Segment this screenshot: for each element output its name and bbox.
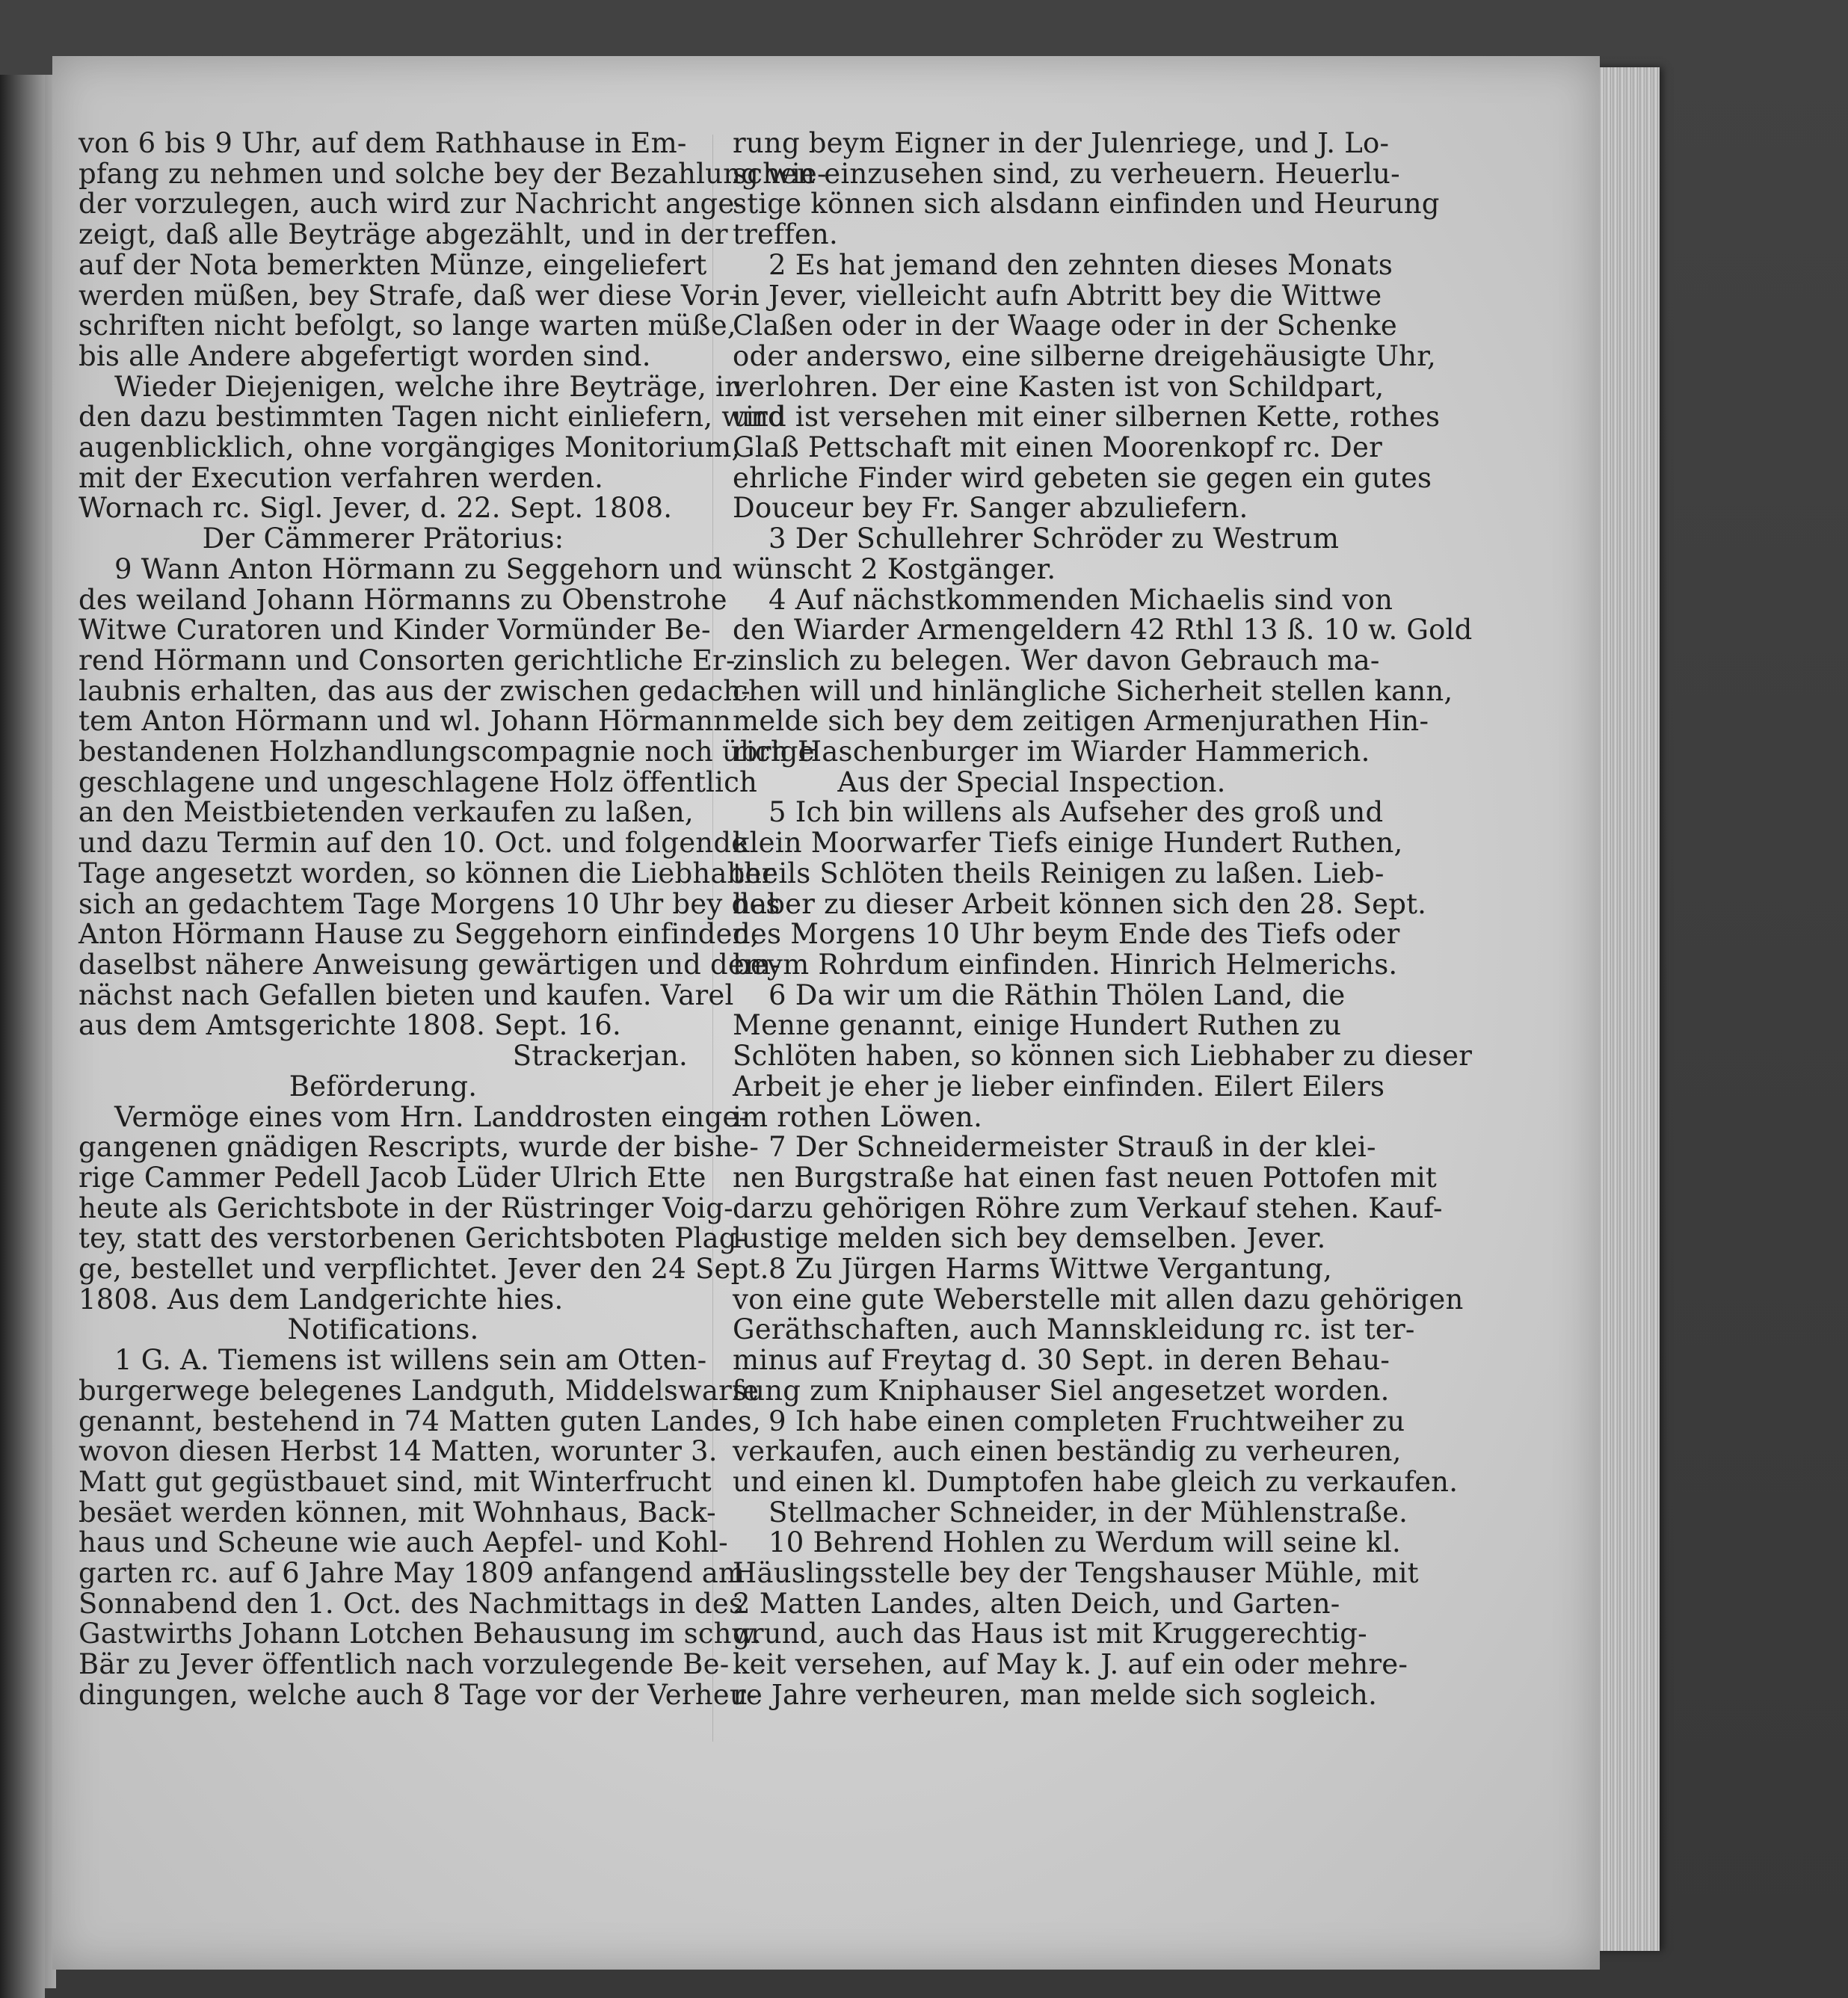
text-line: den Wiarder Armengeldern 42 Rthl 13 ß. 10 w. Gold <box>733 614 1473 647</box>
text-line: des Morgens 10 Uhr beym Ende des Tiefs oder <box>733 918 1400 951</box>
text-line: dingungen, welche auch 8 Tage vor der Verheu- <box>78 1678 757 1711</box>
text-line: werden müßen, bey Strafe, daß wer diese Vor- <box>78 279 739 312</box>
text-line: Witwe Curatoren und Kinder Vormünder Be- <box>78 614 711 647</box>
text-line: genannt, bestehend in 74 Matten guten Landes, <box>78 1405 761 1437</box>
text-line: geschlagene und ungeschlagene Holz öffentlich <box>78 765 758 798</box>
text-line: klein Moorwarfer Tiefs einige Hundert Ruthen, <box>733 827 1403 860</box>
text-line: 3 Der Schullehrer Schröder zu Westrum <box>769 522 1340 555</box>
text-line: Menne genannt, einige Hundert Ruthen zu <box>733 1009 1342 1042</box>
text-line: Der Cämmerer Prätorius: <box>202 522 564 555</box>
text-line: 10 Behrend Hohlen zu Werdum will seine kl. <box>769 1526 1401 1559</box>
text-line: 8 Zu Jürgen Harms Wittwe Vergantung, <box>769 1253 1332 1286</box>
text-line: tey, statt des verstorbenen Gerichtsboten Plag- <box>78 1222 747 1255</box>
text-line: rend Hörmann und Consorten gerichtliche Er- <box>78 644 736 676</box>
text-line: Anton Hörmann Hause zu Seggehorn einfinden, <box>78 918 760 951</box>
text-line: stige können sich alsdann einfinden und Heurung <box>733 188 1440 221</box>
text-line: und einen kl. Dumptofen habe gleich zu verkaufen. <box>733 1465 1459 1498</box>
text-line: 2 Matten Landes, alten Deich, und Garten- <box>733 1587 1340 1620</box>
text-line: Tage angesetzt worden, so können die Liebhaber <box>78 857 775 889</box>
text-line: ehrliche Finder wird gebeten sie gegen ein gutes <box>733 461 1432 494</box>
text-line: zinslich zu belegen. Wer davon Gebrauch ma- <box>733 644 1380 676</box>
text-line: darzu gehörigen Röhre zum Verkauf stehen. Kauf- <box>733 1191 1443 1224</box>
text-line: Aus der Special Inspection. <box>837 765 1226 798</box>
text-line: schriften nicht befolgt, so lange warten müße, <box>78 309 736 342</box>
text-line: Gastwirths Johann Lotchen Behausung im schw. <box>78 1618 762 1650</box>
text-line: in Jever, vielleicht aufn Abtritt bey die Wittwe <box>733 279 1382 312</box>
text-line: auf der Nota bemerkten Münze, eingeliefert <box>78 248 707 281</box>
text-line: der vorzulegen, auch wird zur Nachricht ange- <box>78 188 745 221</box>
text-line: Wornach rc. Sigl. Jever, d. 22. Sept. 1808. <box>78 492 673 525</box>
text-line: Douceur bey Fr. Sanger abzuliefern. <box>733 492 1248 525</box>
text-line: bis alle Andere abgefertigt worden sind. <box>78 339 651 372</box>
text-line: von 6 bis 9 Uhr, auf dem Rathhause in Em- <box>78 127 687 159</box>
text-line: des weiland Johann Hörmanns zu Obenstrohe <box>78 583 727 616</box>
text-line: bestandenen Holzhandlungscompagnie noch übrige <box>78 736 815 768</box>
text-line: sung zum Kniphauser Siel angesetzet worden. <box>733 1374 1390 1407</box>
text-line: Matt gut gegüstbauet sind, mit Winterfrucht <box>78 1465 712 1498</box>
text-line: 1 G. A. Tiemens ist willens sein am Otten- <box>114 1344 707 1377</box>
text-line: nen Burgstraße hat einen fast neuen Pottofen mit <box>733 1161 1437 1194</box>
text-line: 9 Ich habe einen completen Fruchtweiher zu <box>769 1405 1405 1437</box>
text-line: beym Rohrdum einfinden. Hinrich Helmerichs. <box>733 948 1398 981</box>
text-line: sich an gedachtem Tage Morgens 10 Uhr bey des <box>78 887 780 920</box>
text-line: keit versehen, auf May k. J. auf ein oder mehre- <box>733 1648 1408 1681</box>
text-line: 2 Es hat jemand den zehnten dieses Monats <box>769 248 1393 281</box>
right-text-column <box>733 127 1473 1711</box>
text-line: gangenen gnädigen Rescripts, wurde der bishe- <box>78 1131 760 1164</box>
text-line: grund, auch das Haus ist mit Kruggerechtig- <box>733 1618 1367 1650</box>
text-line: den dazu bestimmten Tagen nicht einliefern, wird <box>78 401 786 434</box>
text-line: lustige melden sich bey demselben. Jever. <box>733 1222 1326 1255</box>
text-line: rung beym Eigner in der Julenriege, und J. Lo- <box>733 127 1390 159</box>
text-line: und ist versehen mit einer silbernen Kette, rothes <box>733 401 1441 434</box>
text-line: von eine gute Weberstelle mit allen dazu gehörigen <box>733 1283 1464 1316</box>
text-line: rige Cammer Pedell Jacob Lüder Ulrich Ette <box>78 1161 706 1194</box>
text-line: laubnis erhalten, das aus der zwischen gedach- <box>78 674 751 707</box>
text-line: haus und Scheune wie auch Aepfel- und Kohl- <box>78 1526 728 1559</box>
text-line: Stellmacher Schneider, in der Mühlenstraße. <box>769 1496 1408 1529</box>
text-line: aus dem Amtsgerichte 1808. Sept. 16. <box>78 1009 621 1042</box>
text-line: re Jahre verheuren, man melde sich sogleich. <box>733 1678 1378 1711</box>
text-line: burgerwege belegenes Landguth, Middelswarfe <box>78 1374 760 1407</box>
text-line: 6 Da wir um die Räthin Thölen Land, die <box>769 978 1346 1011</box>
text-line: Notifications. <box>287 1313 479 1346</box>
text-line: Strackerjan. <box>512 1040 688 1073</box>
text-line: mit der Execution verfahren werden. <box>78 461 604 494</box>
text-line: 1808. Aus dem Landgerichte hies. <box>78 1283 564 1316</box>
text-line: besäet werden können, mit Wohnhaus, Back- <box>78 1496 716 1529</box>
text-line: zeigt, daß alle Beyträge abgezählt, und in der <box>78 218 728 251</box>
text-line: wünscht 2 Kostgänger. <box>733 552 1056 585</box>
left-page-edge <box>0 75 45 1998</box>
text-line: wovon diesen Herbst 14 Matten, worunter 3. <box>78 1435 718 1468</box>
text-line: Vermöge eines vom Hrn. Landdrosten einge- <box>114 1100 749 1133</box>
text-line: Beförderung. <box>289 1070 478 1103</box>
text-line: minus auf Freytag d. 30 Sept. in deren Behau- <box>733 1344 1390 1377</box>
text-line: Schlöten haben, so können sich Liebhaber zu dieser <box>733 1040 1473 1073</box>
text-line: rich Haschenburger im Wiarder Hammerich. <box>733 736 1370 768</box>
text-line: Sonnabend den 1. Oct. des Nachmittags in des <box>78 1587 744 1620</box>
text-line: verlohren. Der eine Kasten ist von Schildpart, <box>733 370 1385 403</box>
text-line: 4 Auf nächstkommenden Michaelis sind von <box>769 583 1393 616</box>
text-line: im rothen Löwen. <box>733 1100 983 1133</box>
text-line: Claßen oder in der Waage oder in der Schenke <box>733 309 1397 342</box>
text-line: an den Meistbietenden verkaufen zu laßen, <box>78 796 694 829</box>
text-line: Wieder Diejenigen, welche ihre Beyträge, in <box>114 370 743 403</box>
text-line: und dazu Termin auf den 10. Oct. und folgende <box>78 827 748 860</box>
text-line: pfang zu nehmen und solche bey der Bezahlung wie- <box>78 157 827 190</box>
text-line: oder anderswo, eine silberne dreigehäusigte Uhr, <box>733 339 1436 372</box>
text-line: schen einzusehen sind, zu verheuern. Heuerlu- <box>733 157 1400 190</box>
text-line: theils Schlöten theils Reinigen zu laßen. Lieb- <box>733 857 1385 889</box>
text-line: 5 Ich bin willens als Aufseher des groß und <box>769 796 1384 829</box>
text-line: Häuslingsstelle bey der Tengshauser Mühle, mit <box>733 1557 1419 1590</box>
text-line: haber zu dieser Arbeit können sich den 28. Sept. <box>733 887 1427 920</box>
text-line: treffen. <box>733 218 838 251</box>
text-line: Bär zu Jever öffentlich nach vorzulegende Be- <box>78 1648 730 1681</box>
text-line: daselbst nähere Anweisung gewärtigen und dem- <box>78 948 780 981</box>
text-line: melde sich bey dem zeitigen Armenjurathen Hin- <box>733 705 1429 738</box>
text-line: 9 Wann Anton Hörmann zu Seggehorn und <box>114 552 723 585</box>
text-line: Arbeit je eher je lieber einfinden. Eilert Eilers <box>733 1070 1385 1103</box>
text-line: Glaß Pettschaft mit einen Moorenkopf rc. Der <box>733 431 1382 464</box>
text-line: Geräthschaften, auch Mannskleidung rc. ist ter- <box>733 1313 1415 1346</box>
text-line: heute als Gerichtsbote in der Rüstringer Voig- <box>78 1191 733 1224</box>
text-line: tem Anton Hörmann und wl. Johann Hörmann <box>78 705 732 738</box>
text-line: garten rc. auf 6 Jahre May 1809 anfangend am <box>78 1557 745 1590</box>
text-line: 7 Der Schneidermeister Strauß in der klei- <box>769 1131 1376 1164</box>
text-line: verkaufen, auch einen beständig zu verheuren, <box>733 1435 1402 1468</box>
text-line: chen will und hinlängliche Sicherheit stellen kann, <box>733 674 1453 707</box>
text-line: nächst nach Gefallen bieten und kaufen. Varel <box>78 978 734 1011</box>
text-line: ge, bestellet und verpflichtet. Jever den 24 Sept. <box>78 1253 769 1286</box>
text-line: augenblicklich, ohne vorgängiges Monitorium, <box>78 431 741 464</box>
